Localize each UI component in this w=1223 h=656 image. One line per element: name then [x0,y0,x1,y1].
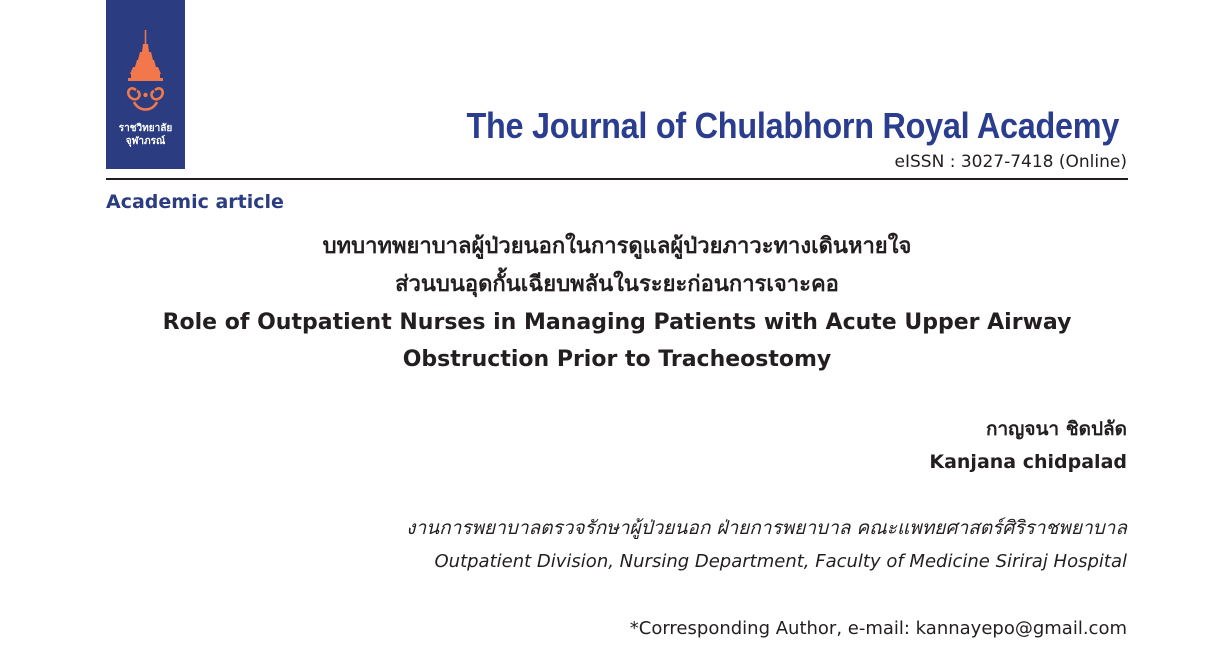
logo-text-line2: จุฬาภรณ์ [125,136,166,147]
affiliation-thai: งานการพยาบาลตรวจรักษาผู้ป่วยนอก ฝ่ายการพยาบาล คณะแพทยศาสตร์ศิริราชพยาบาล [406,517,1127,539]
affiliation-english: Outpatient Division, Nursing Department, Faculty of Medicine Siriraj Hospital [434,551,1127,572]
eissn-text: eISSN : 3027-7418 (Online) [894,152,1127,172]
logo-text-line1: ราชวิทยาลัย [118,123,173,134]
journal-logo [106,0,185,169]
author-name-thai: กาญจนา ชิดปลัด [985,418,1127,440]
corresponding-author-email: *Corresponding Author, e-mail: kannayepo@gmail.com [629,618,1127,639]
author-name-english: Kanjana chidpalad [929,451,1127,473]
english-title-line2: Obstruction Prior to Tracheostomy [402,347,832,372]
english-title-line1: Role of Outpatient Nurses in Managing Patients with Acute Upper Airway [162,310,1072,335]
article-type-label: Academic article [106,191,284,213]
thai-title-line2: ส่วนบนอุดกั้นเฉียบพลันในระยะก่อนการเจาะคอ [395,272,839,297]
header-divider [106,178,1128,180]
thai-title-line1: บทบาทพยาบาลผู้ป่วยนอกในการดูแลผู้ป่วยภาวะทางเดินหายใจ [322,234,912,259]
pagoda-emblem-icon [106,0,185,120]
journal-title: The Journal of Chulabhorn Royal Academy [466,105,1119,146]
